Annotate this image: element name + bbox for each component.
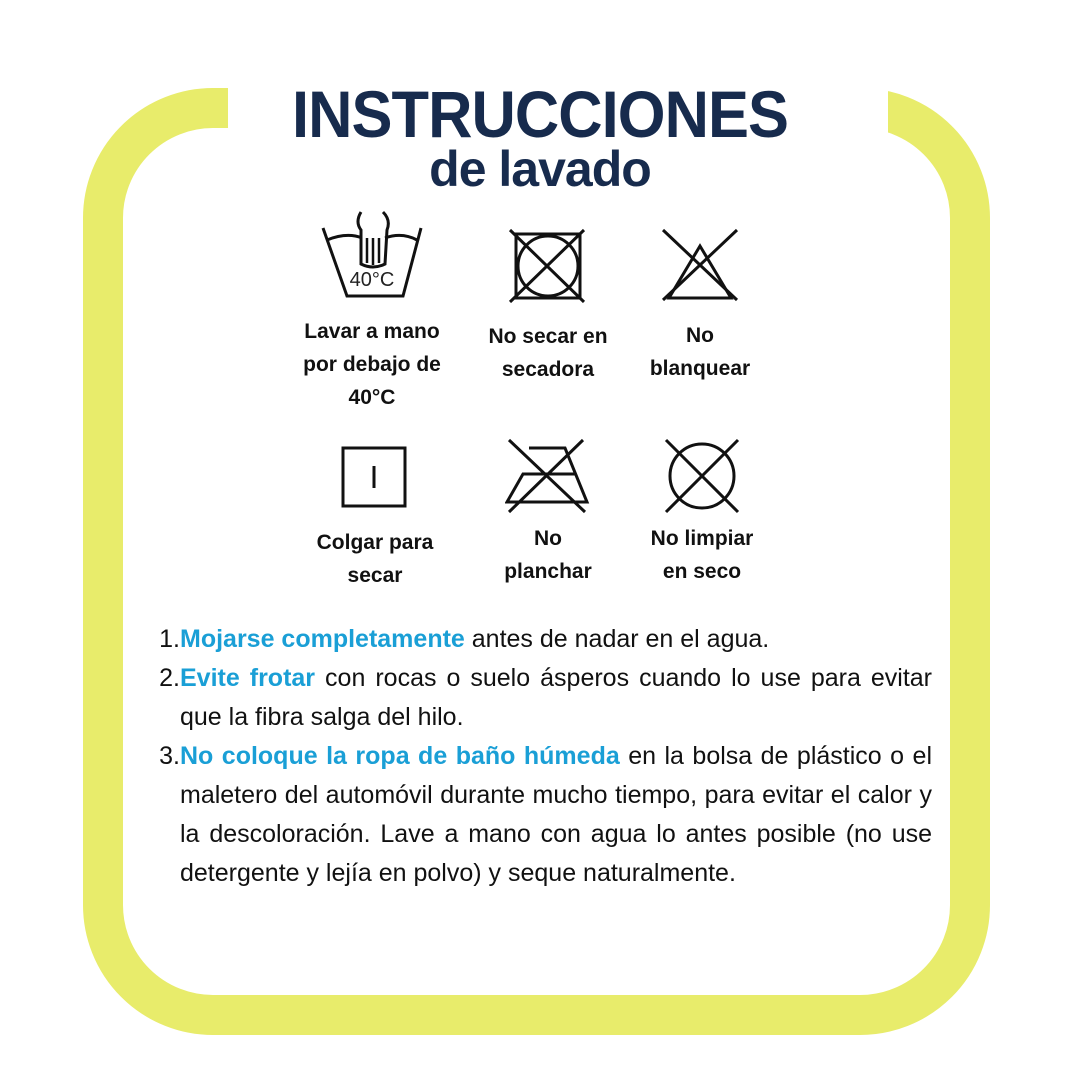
no-iron-icon: [505, 438, 591, 514]
symbol-label: planchar: [504, 560, 592, 583]
list-text: [180, 620, 932, 659]
list-number: 2.: [159, 664, 180, 692]
symbol-label: No: [686, 324, 714, 347]
symbol-label: No limpiar: [650, 527, 754, 550]
instructions-list: [150, 620, 932, 893]
line-dry-icon: [341, 446, 409, 510]
symbol-line-dry: [275, 446, 475, 592]
list-text: [180, 659, 932, 737]
highlight-text: No coloque la ropa de baño húmeda: [180, 742, 620, 770]
list-number: 1.: [159, 625, 180, 653]
symbol-label: en seco: [662, 560, 742, 583]
temperature-text: 40°C: [349, 269, 395, 291]
symbol-label: No secar en: [488, 325, 608, 348]
symbol-label: No: [534, 527, 562, 550]
list-item: [150, 659, 932, 737]
page-title: INSTRUCCIONES: [291, 77, 789, 151]
symbol-no-bleach: [600, 228, 800, 385]
no-bleach-icon: [659, 228, 741, 303]
list-item: [150, 737, 932, 893]
symbol-label: secadora: [501, 358, 595, 381]
symbol-label: por debajo de: [303, 353, 441, 376]
symbol-hand-wash: [272, 208, 472, 414]
list-text: [180, 737, 932, 893]
hand-wash-icon: [317, 208, 427, 303]
body-text: antes de nadar en el agua.: [464, 625, 770, 653]
list-number: 3.: [159, 742, 180, 770]
symbol-label: secar: [347, 564, 403, 587]
symbol-label: blanquear: [649, 357, 751, 380]
symbol-label: Lavar a mano: [304, 320, 440, 343]
highlight-text: Mojarse completamente: [180, 625, 465, 653]
symbol-label: Colgar para: [316, 531, 434, 554]
no-dry-clean-icon: [663, 438, 741, 514]
symbol-label: 40°C: [348, 386, 396, 409]
no-tumble-dry-icon: [508, 228, 588, 303]
symbol-no-dry-clean: [602, 438, 802, 588]
highlight-text: Evite frotar: [180, 664, 316, 692]
body-text: con rocas o suelo ásperos cuando lo use para evitar que la fibra salga del hilo.: [180, 664, 933, 731]
page-subtitle: de lavado: [429, 141, 651, 197]
list-item: [150, 620, 932, 659]
body-text: en la bolsa de plástico o el maletero del automóvil durante mucho tiempo, para evitar el calor y la descoloración. Lave a mano con agua lo antes posible (no use detergente y lejía en polvo) y seque naturalmente.: [180, 742, 932, 887]
